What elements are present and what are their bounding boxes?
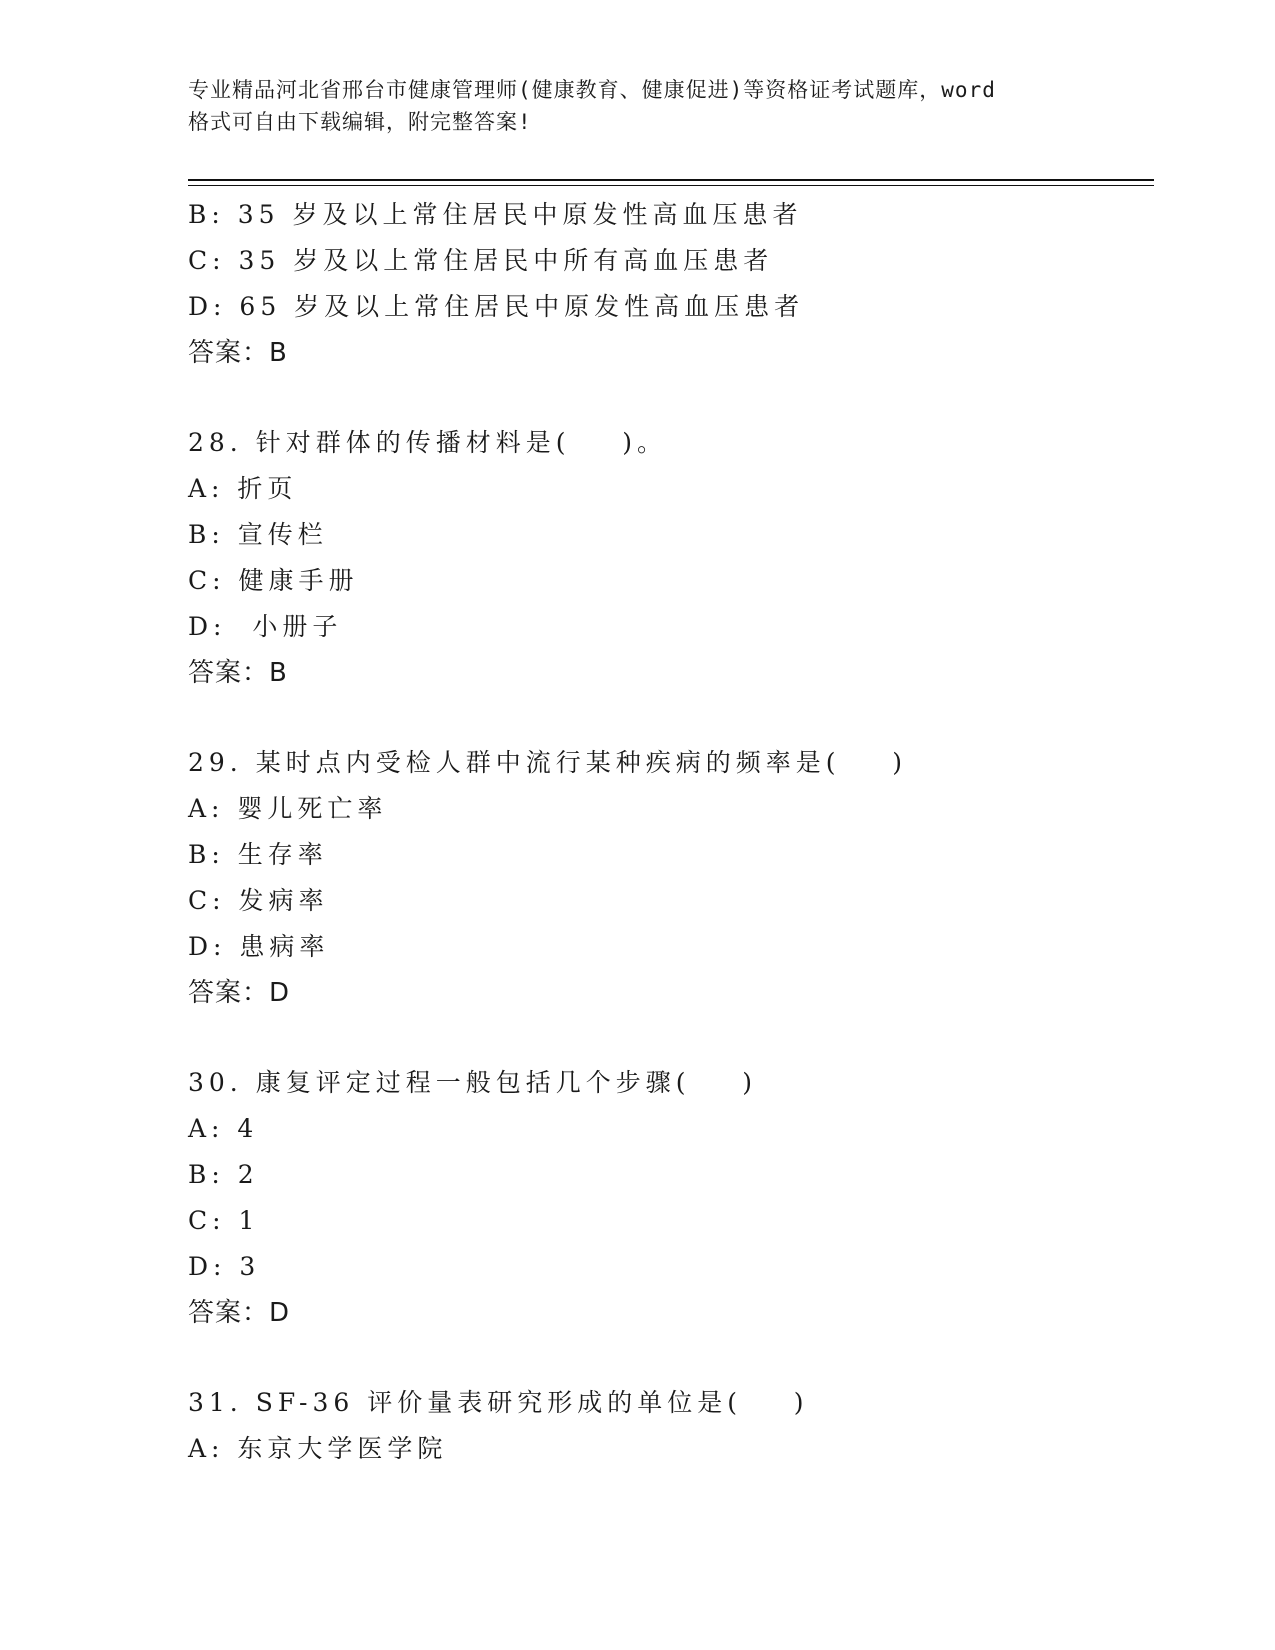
option-c: C: 发病率 <box>188 886 329 915</box>
option-d: D: 3 <box>188 1252 261 1281</box>
document-header <box>188 74 1088 138</box>
option-b: B: 生存率 <box>188 840 328 869</box>
header-divider-thin <box>188 185 1154 186</box>
option-d: D: 小册子 <box>188 612 343 641</box>
header-line-1: 专业精品河北省邢台市健康管理师(健康教育、健康促进)等资格证考试题库，word <box>188 78 996 102</box>
question-text: 28. 针对群体的传播材料是( )。 <box>188 428 668 457</box>
answer-line: 答案：B <box>188 658 288 688</box>
question-list <box>188 192 1148 1472</box>
answer-line: 答案：D <box>188 1298 291 1328</box>
option-d: D: 患病率 <box>188 932 330 961</box>
question-block <box>188 740 1148 1016</box>
option-a: A: 4 <box>188 1114 259 1143</box>
option-c: C: 1 <box>188 1206 260 1235</box>
question-text: 31. SF-36 评价量表研究形成的单位是( ) <box>188 1388 809 1417</box>
option-a: A: 东京大学医学院 <box>188 1434 448 1463</box>
option-c: C: 35 岁及以上常住居民中所有高血压患者 <box>188 246 774 275</box>
question-block <box>188 192 1148 376</box>
spacer <box>188 696 1148 740</box>
option-b: B: 2 <box>188 1160 259 1189</box>
option-c: C: 健康手册 <box>188 566 359 595</box>
question-block <box>188 1060 1148 1336</box>
question-block <box>188 1380 1148 1472</box>
option-d: D: 65 岁及以上常住居民中原发性高血压患者 <box>188 292 805 321</box>
option-a: A: 折页 <box>188 474 298 503</box>
header-divider-thick <box>188 179 1154 181</box>
question-text: 29. 某时点内受检人群中流行某种疾病的频率是( ) <box>188 748 908 777</box>
header-line-2: 格式可自由下载编辑，附完整答案! <box>188 110 532 134</box>
option-a: A: 婴儿死亡率 <box>188 794 388 823</box>
answer-line: 答案：D <box>188 978 291 1008</box>
answer-line: 答案：B <box>188 338 288 368</box>
spacer <box>188 1336 1148 1380</box>
option-b: B: 35 岁及以上常住居民中原发性高血压患者 <box>188 200 803 229</box>
question-block <box>188 420 1148 696</box>
question-text: 30. 康复评定过程一般包括几个步骤( ) <box>188 1068 758 1097</box>
option-b: B: 宣传栏 <box>188 520 328 549</box>
spacer <box>188 1016 1148 1060</box>
spacer <box>188 376 1148 420</box>
